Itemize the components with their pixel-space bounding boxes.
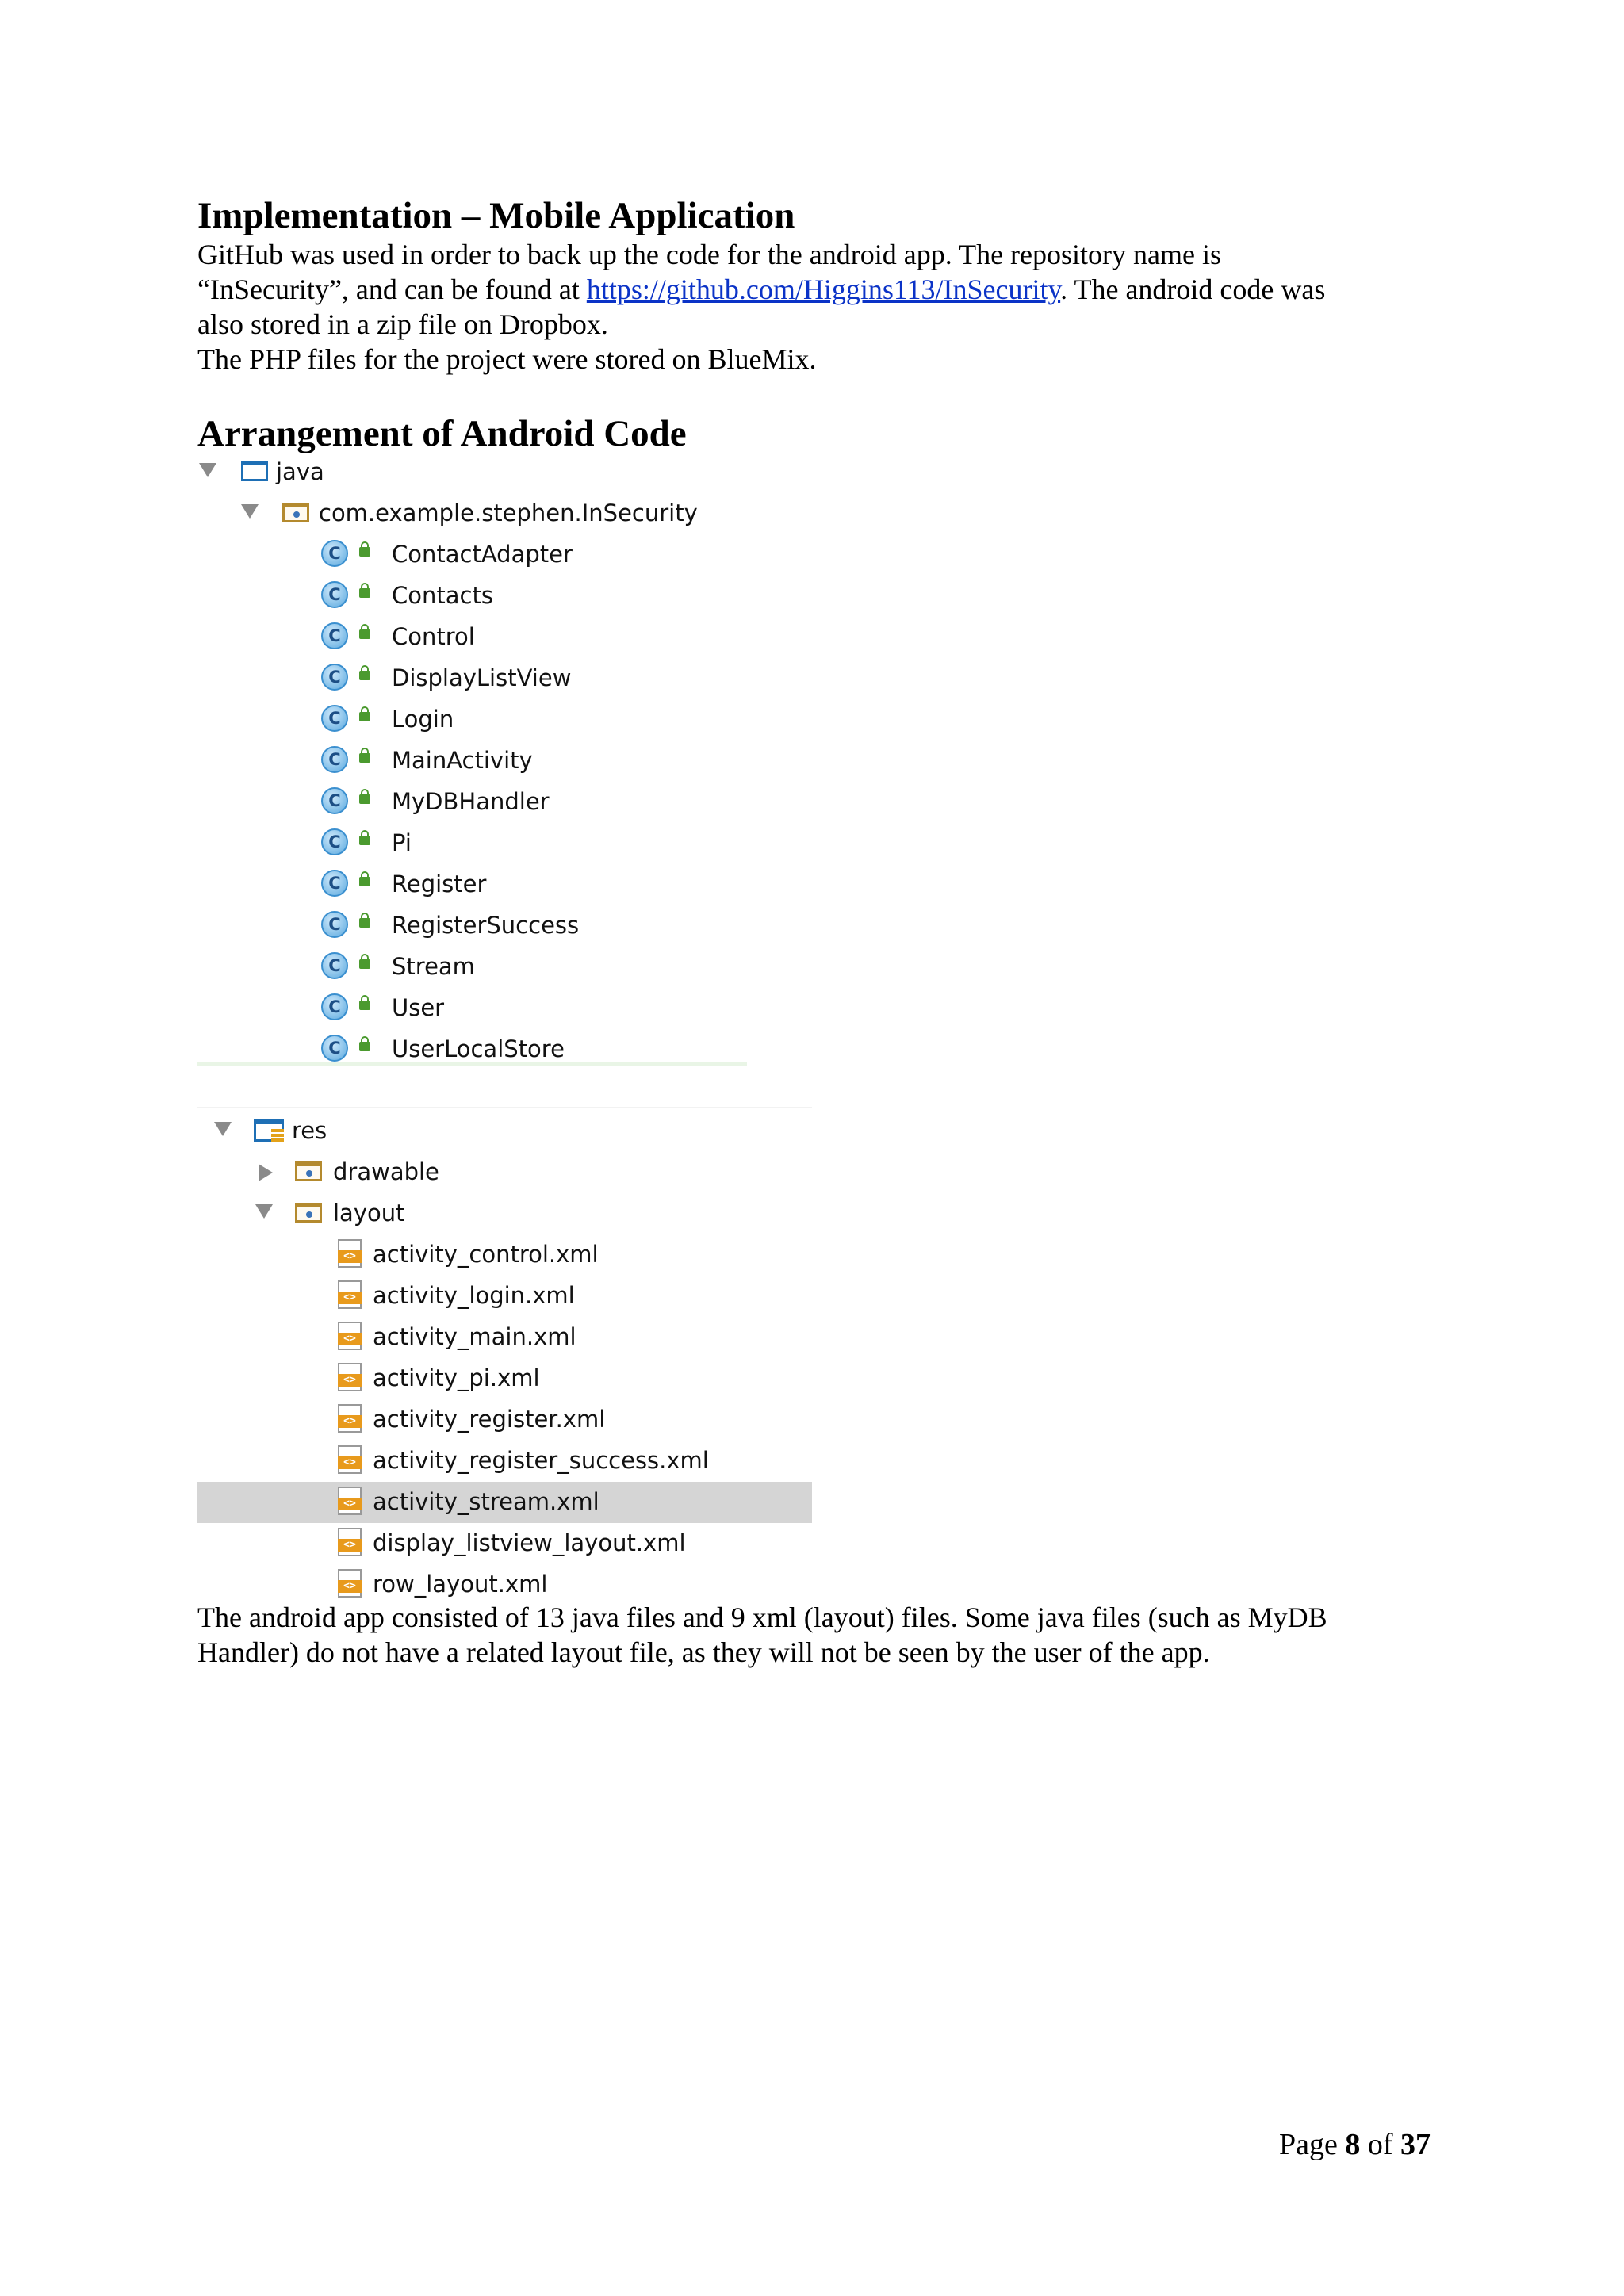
class-list [197,534,812,1070]
tree-node-label: ContactAdapter [392,541,573,568]
paragraph-line-with-link [197,272,1325,307]
github-repo-link[interactable]: https://github.com/Higgins113/InSecurity [586,274,1061,305]
tree-node-xml-file[interactable] [197,1234,812,1276]
tree-node-label: Stream [392,953,475,980]
access-modifier-icon [359,629,370,639]
tree-node-label: activity_register.xml [373,1406,606,1433]
section-heading-arrangement: Arrangement of Android Code [197,413,687,454]
tree-node-class[interactable] [197,947,812,988]
access-modifier-icon [359,794,370,804]
access-modifier-icon [359,671,370,680]
tree-node-package[interactable] [197,493,812,534]
tree-node-label: res [292,1117,327,1144]
of-word: of [1360,2128,1400,2161]
divider [197,1062,747,1066]
paragraph-line: also stored in a zip file on Dropbox. [197,308,608,340]
xml-file-icon [338,1528,362,1556]
tree-node-xml-file[interactable] [197,1482,812,1523]
divider [197,1107,812,1108]
tree-node-class[interactable] [197,534,812,576]
tree-node-label: MyDBHandler [392,788,550,815]
tree-node-label: drawable [333,1158,439,1185]
access-modifier-icon [359,547,370,557]
tree-node-class[interactable] [197,617,812,658]
tree-node-class[interactable] [197,576,812,617]
tree-node-java[interactable] [197,452,812,493]
tree-node-label: Register [392,871,487,897]
tree-node-label: com.example.stephen.InSecurity [319,499,698,526]
java-class-icon: C [321,952,348,979]
access-modifier-icon [359,1001,370,1010]
tree-node-label: MainActivity [392,747,533,774]
tree-node-label: activity_pi.xml [373,1364,540,1391]
access-modifier-icon [359,959,370,969]
access-modifier-icon [359,877,370,886]
tree-node-label: Control [392,623,475,650]
java-class-icon: C [321,870,348,897]
tree-node-label: activity_register_success.xml [373,1447,709,1474]
paragraph-text: . The android code was [1060,274,1326,305]
tree-node-class[interactable] [197,864,812,905]
tree-node-label: activity_stream.xml [373,1488,599,1515]
tree-node-class[interactable] [197,988,812,1029]
access-modifier-icon [359,588,370,598]
total-pages: 37 [1400,2128,1431,2161]
tree-node-xml-file[interactable] [197,1441,812,1482]
access-modifier-icon [359,918,370,928]
java-class-icon: C [321,1035,348,1062]
tree-node-xml-file[interactable] [197,1317,812,1358]
res-project-tree [197,1111,812,1605]
java-class-icon: C [321,911,348,938]
summary-line: Handler) do not have a related layout file, as they will not be seen by the user of the app. [197,1636,1210,1668]
current-page: 8 [1345,2128,1361,2161]
tree-node-class[interactable] [197,658,812,699]
tree-node-res[interactable] [197,1111,812,1152]
resource-folder-icon [254,1119,284,1142]
tree-node-label: activity_control.xml [373,1241,599,1268]
tree-node-label: Contacts [392,582,493,609]
tree-node-class[interactable] [197,699,812,740]
expand-arrow-icon[interactable] [214,1122,232,1136]
java-class-icon: C [321,705,348,732]
tree-node-xml-file[interactable] [197,1358,812,1399]
layout-file-list [197,1234,812,1605]
folder-icon [295,1203,322,1223]
xml-file-icon [338,1404,362,1433]
tree-node-layout[interactable] [197,1193,812,1234]
xml-file-icon [338,1487,362,1515]
tree-node-label: java [276,458,324,485]
tree-node-label: activity_main.xml [373,1323,576,1350]
xml-file-icon [338,1280,362,1309]
access-modifier-icon [359,1042,370,1051]
xml-file-icon [338,1363,362,1391]
expand-arrow-icon[interactable] [255,1204,273,1219]
java-class-icon: C [321,540,348,567]
summary-line: The android app consisted of 13 java files and 9 xml (layout) files. Some java files (such as MyDB [197,1601,1327,1633]
tree-node-class[interactable] [197,823,812,864]
xml-file-icon [338,1569,362,1598]
collapse-arrow-icon[interactable] [259,1164,273,1181]
tree-node-label: Pi [392,829,412,856]
section-heading-implementation: Implementation – Mobile Application [197,195,795,236]
paragraph-line: The PHP files for the project were stored on BlueMix. [197,343,817,375]
access-modifier-icon [359,753,370,763]
source-folder-icon [241,461,268,481]
tree-node-class[interactable] [197,740,812,782]
java-class-icon: C [321,622,348,649]
tree-node-label: row_layout.xml [373,1571,548,1598]
java-class-icon: C [321,787,348,814]
tree-node-label: activity_login.xml [373,1282,575,1309]
expand-arrow-icon[interactable] [241,504,259,519]
tree-node-label: RegisterSuccess [392,912,580,939]
access-modifier-icon [359,836,370,845]
xml-file-icon [338,1445,362,1474]
tree-node-label: display_listview_layout.xml [373,1529,686,1556]
paragraph-line: GitHub was used in order to back up the code for the android app. The repository name is [197,239,1221,270]
tree-node-xml-file[interactable] [197,1523,812,1564]
tree-node-drawable[interactable] [197,1152,812,1193]
tree-node-xml-file[interactable] [197,1276,812,1317]
tree-node-class[interactable] [197,782,812,823]
java-class-icon: C [321,828,348,855]
folder-icon [295,1161,322,1181]
page-word: Page [1278,2128,1346,2161]
tree-node-xml-file[interactable] [197,1399,812,1441]
java-class-icon: C [321,746,348,773]
tree-node-label: DisplayListView [392,664,572,691]
java-project-tree [197,452,812,1070]
tree-node-label: UserLocalStore [392,1035,565,1062]
java-class-icon: C [321,993,348,1020]
paragraph-text: “InSecurity”, and can be found at [197,274,587,305]
access-modifier-icon [359,712,370,721]
xml-file-icon [338,1322,362,1350]
package-icon [282,503,309,522]
tree-node-class[interactable] [197,905,812,947]
page-number [1279,2127,1431,2162]
java-class-icon: C [321,581,348,608]
xml-file-icon [338,1239,362,1268]
tree-node-label: Login [392,706,454,733]
expand-arrow-icon[interactable] [199,463,216,477]
tree-node-label: User [392,994,445,1021]
tree-node-label: layout [333,1200,405,1226]
java-class-icon: C [321,664,348,691]
